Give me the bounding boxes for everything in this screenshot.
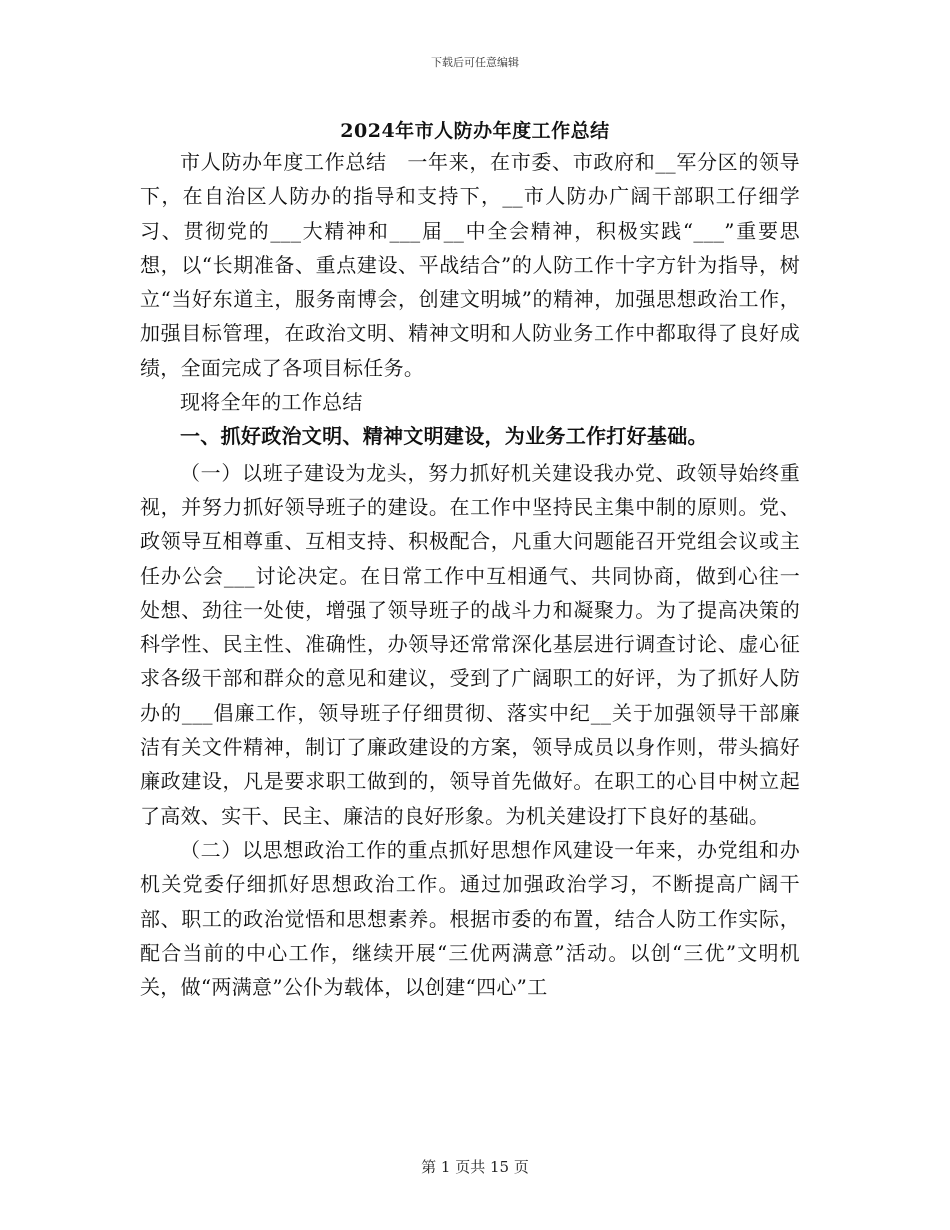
document-title: 2024年市人防办年度工作总结 — [340, 120, 610, 142]
paragraph-intro: 市人防办年度工作总结 一年来，在市委、市政府和__军分区的领导下，在自治区人防办的指导和支持下，__市人防办广阔干部职工仔细学习、贯彻党的___大精神和___届__中全会精神，积极实践“___”重要思想，以“长期准备、重点建设、平战结合”的人防工作十字方针为指导，树立“当好东道主，服务南博会，创建文明城”的精神，加强思想政治工作，加强目标管理，在政治文明、精神文明和人防业务工作中都取得了良好成绩，全面完成了各项目标任务。 — [140, 150, 800, 380]
paragraph-summary-lead: 现将全年的工作总结 — [180, 390, 363, 415]
paragraph-subsection-2: （二）以思想政治工作的重点抓好思想作风建设一年来，办党组和办机关党委仔细抓好思想政治工作。通过加强政治学习，不断提高广阔干部、职工的政治觉悟和思想素养。根据市委的布置，结合人防工作实际，配合当前的中心工作，继续开展“三优两满意”活动。以创“三优”文明机关，做“两满意”公仆为载体，以创建“四心”工 — [140, 837, 800, 1000]
page-footer-number: 第 1 页共 15 页 — [421, 1158, 529, 1176]
paragraph-subsection-1: （一）以班子建设为龙头，努力抓好机关建设我办党、政领导始终重视，并努力抓好领导班子的建设。在工作中坚持民主集中制的原则。党、政领导互相尊重、互相支持、积极配合，凡重大问题能召开党组会议或主任办公会___讨论决定。在日常工作中互相通气、共同协商，做到心往一处想、劲往一处使，增强了领导班子的战斗力和凝聚力。为了提高决策的科学性、民主性、准确性，办领导还常常深化基层进行调查讨论、虚心征求各级干部和群众的意见和建议，受到了广阔职工的好评，为了抓好人防办的___倡廉工作，领导班子仔细贯彻、落实中纪__关于加强领导干部廉洁有关文件精神，制订了廉政建设的方案，领导成员以身作则，带头搞好廉政建设，凡是要求职工做到的，领导首先做好。在职工的心目中树立起了高效、实干、民主、廉洁的良好形象。为机关建设打下良好的基础。 — [140, 460, 800, 828]
page-header-note: 下载后可任意编辑 — [431, 56, 519, 69]
document-body — [140, 145, 800, 1004]
section-heading-1: 一、抓好政治文明、精神文明建设，为业务工作打好基础。 — [180, 424, 708, 449]
